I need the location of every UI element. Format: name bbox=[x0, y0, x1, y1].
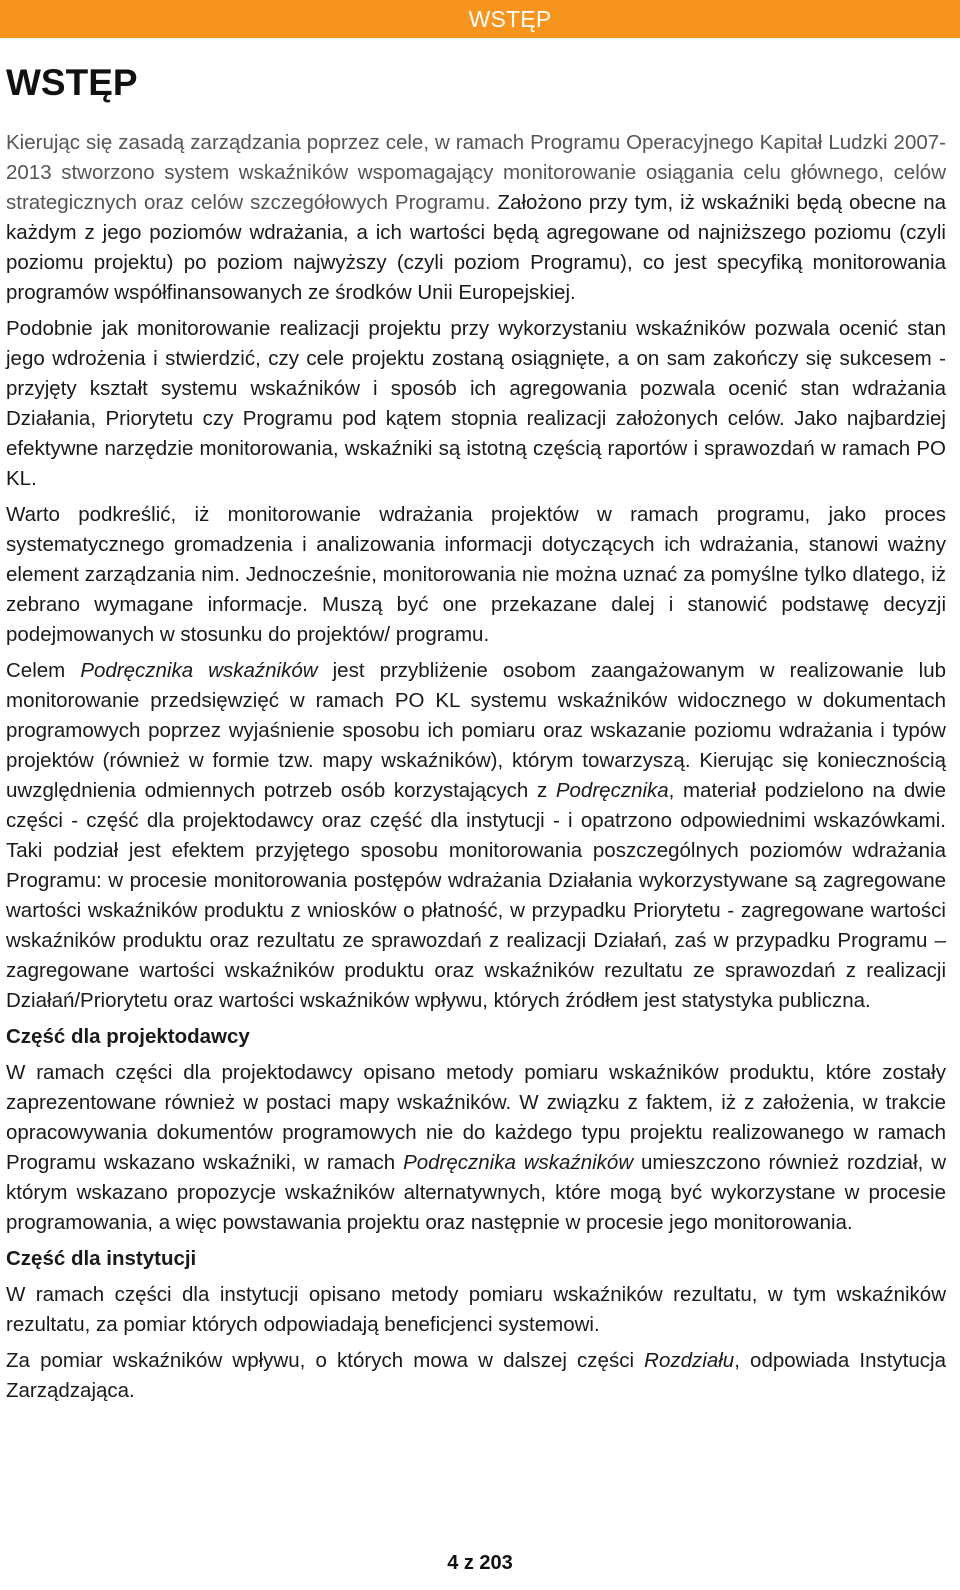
italic-span: Podręcznika bbox=[555, 779, 669, 802]
document-body bbox=[6, 128, 946, 1412]
paragraph-intro bbox=[6, 128, 946, 308]
text-span: Za pomiar wskaźników wpływu, o których mowa w dalszej części bbox=[6, 1349, 645, 1372]
paragraph-instytucja: W ramach części dla instytucji opisano metody pomiaru wskaźników rezultatu, w tym wskaźników rezultatu, za pomiar których odpowiadają beneficjenci systemowi. bbox=[6, 1283, 946, 1336]
paragraph-intro-part2: Założono przy tym, iż wskaźniki będą obecne na każdym z jego poziomów wdrażania, a ich wartości będą agregowane od najniższego poziomu (czyli poziomu projektu) po poziom najwyższy (czyli poziom Programu), co jest specyfiką monitorowania programów współfinansowanych ze środków Unii Europejskiej. bbox=[6, 191, 946, 304]
text-span: jest przybliżenie osobom zaangażowanym w realizowanie lub monitorowanie przedsięwzięć w ramach PO KL systemu wskaźników widocznego w dokumentach programowych poprzez wyjaśnienie sposobu ich pomiaru oraz wskazanie poziomu wdrażania i typów projektów (również w formie tzw. mapy wskaźników), którym towarzyszą. Kierując się koniecznością uwzględnienia odmiennych potrzeb osób korzystających z bbox=[6, 659, 947, 802]
text-span: W ramach części dla projektodawcy opisano metody pomiaru wskaźników produktu, które zostały zaprezentowane również w postaci mapy wskaźników. W związku z faktem, iż z założenia, w trakcie opracowywania dokumentów programowych nie do każdego typu projektu realizowanego w ramach Programu wskazano wskaźniki, w ramach bbox=[6, 1061, 946, 1174]
section-heading-projektodawca: Część dla projektodawcy bbox=[6, 1025, 250, 1048]
paragraph-projektodawca bbox=[6, 1058, 946, 1238]
section-heading-instytucja: Część dla instytucji bbox=[6, 1247, 197, 1270]
page-title: WSTĘP bbox=[6, 62, 138, 103]
italic-span: Rozdziału bbox=[644, 1349, 735, 1372]
italic-span: Podręcznika wskaźników bbox=[403, 1151, 634, 1174]
paragraph-intro-part1: Kierując się zasadą zarządzania poprzez cele, w ramach Programu Operacyjnego Kapitał Ludzki 2007-2013 stworzono system wskaźników wspomagający monitorowanie osiągania celu głównego, celów strategicznych oraz celów szczegółowych Programu. bbox=[6, 131, 946, 214]
header-band bbox=[0, 0, 960, 38]
header-band-title: WSTĘP bbox=[468, 5, 552, 32]
paragraph-monitoring: Podobnie jak monitorowanie realizacji projektu przy wykorzystaniu wskaźników pozwala ocenić stan jego wdrożenia i stwierdzić, czy cele projektu zostaną osiągnięte, a on sam zakończy się sukcesem - przyjęty kształt systemu wskaźników i sposób ich agregowania pozwala ocenić stan wdrażania Działania, Priorytetu czy Programu pod kątem stopnia realizacji założonych celów. Jako najbardziej efektywne narzędzie monitorowania, wskaźniki są istotną częścią raportów i sprawozdań w ramach PO KL. bbox=[6, 317, 946, 490]
text-span: , materiał podzielono na dwie części - część dla projektodawcy oraz część dla instytucji - i opatrzono odpowiednimi wskazówkami. Taki podział jest efektem przyjętego sposobu monitorowania poszczególnych poziomów wdrażania Programu: w procesie monitorowania postępów wdrażania Działania wykorzystywane są zagregowane wartości wskaźników produktu z wniosków o płatność, w przypadku Priorytetu - zagregowane wartości wskaźników produktu oraz rezultatu ze sprawozdań z realizacji Działań, zaś w przypadku Programu – zagregowane wartości wskaźników produktu oraz wskaźników rezultatu ze sprawozdań z realizacji Działań/Priorytetu oraz wartości wskaźników wpływu, których źródłem jest statystyka publiczna. bbox=[6, 779, 946, 1012]
italic-span: Podręcznika wskaźników bbox=[80, 659, 318, 682]
text-span: , odpowiada Instytucja Zarządzająca. bbox=[6, 1349, 946, 1402]
paragraph-wplyw bbox=[6, 1346, 946, 1406]
paragraph-emphasis: Warto podkreślić, iż monitorowanie wdrażania projektów w ramach programu, jako proces systematycznego gromadzenia i analizowania informacji dotyczących ich wdrażania, stanowi ważny element zarządzania nim. Jednocześnie, monitorowania nie można uznać za pomyślne tylko dlatego, iż zebrano wymagane informacje. Muszą być one przekazane dalej i stanowić podstawę decyzji podejmowanych w stosunku do projektów/ programu. bbox=[6, 503, 946, 646]
paragraph-purpose bbox=[6, 656, 946, 1016]
text-span: Celem bbox=[6, 659, 81, 682]
text-span: umieszczono również rozdział, w którym wskazano propozycje wskaźników alternatywnych, które mogą być wykorzystane w procesie programowania, a więc powstawania projektu oraz następnie w procesie jego monitorowania. bbox=[6, 1151, 947, 1234]
page-number: 4 z 203 bbox=[447, 1552, 513, 1574]
